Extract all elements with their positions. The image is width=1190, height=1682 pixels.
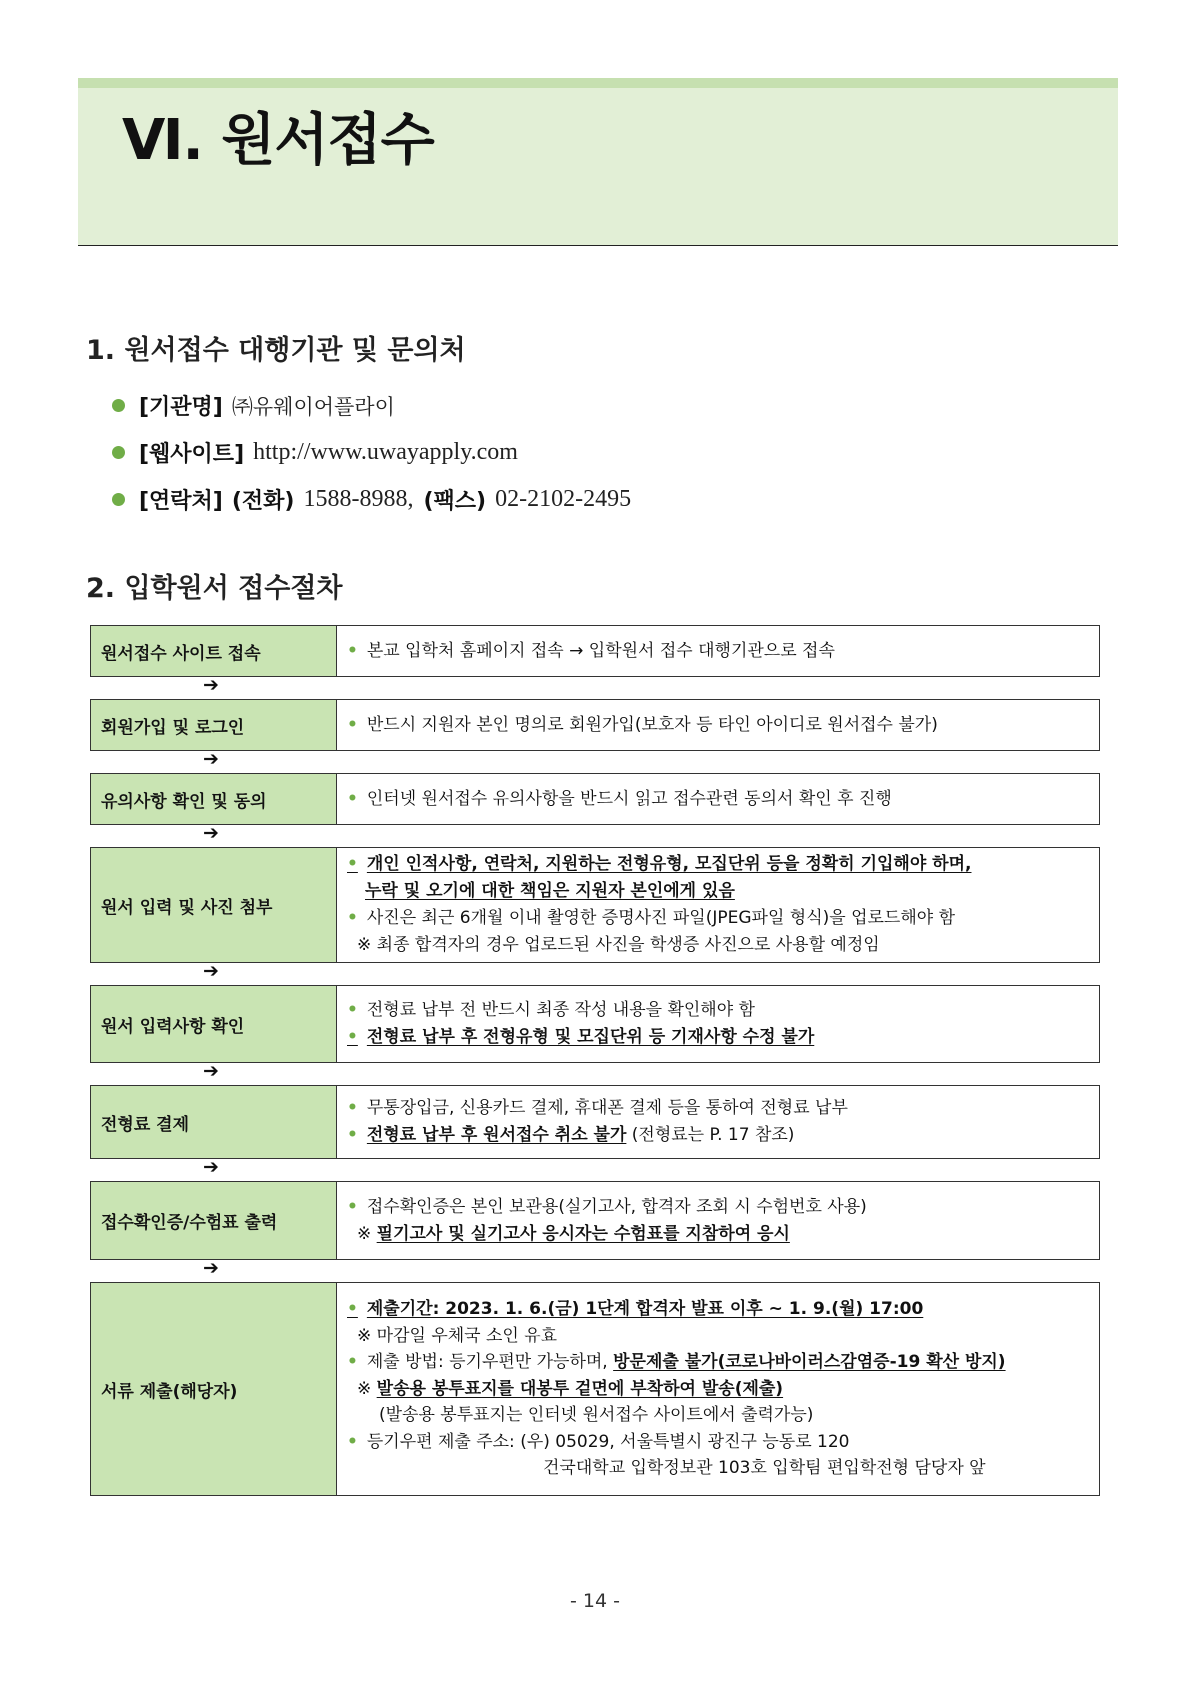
step-line: • 접수확인증은 본인 보관용(실기고사, 합격자 조회 시 수험번호 사용): [347, 1194, 1089, 1221]
chapter-title: Ⅵ. 원서접수: [122, 108, 434, 173]
step-line: • 무통장입금, 신용카드 결제, 휴대폰 결제 등을 통하여 전형료 납부: [347, 1095, 1089, 1122]
step-line: [347, 1349, 1089, 1376]
step-line: (발송용 봉투표지는 인터넷 원서접수 사이트에서 출력가능): [379, 1405, 814, 1426]
contact-label: [기관명]: [139, 395, 223, 420]
phone-label: (전화): [231, 489, 295, 514]
down-arrow-icon: ➔: [203, 960, 219, 982]
note-mark: ※: [357, 1223, 372, 1244]
phone-number: 1588-8988,: [303, 486, 414, 512]
step-note: ※ 마감일 우체국 소인 유효: [357, 1325, 558, 1346]
step-line: • 제출기간: 2023. 1. 6.(금) 1단계 합격자 발표 이후 ~ 1. 9.(월) 17:00: [347, 1296, 1089, 1323]
step-body: [337, 626, 1099, 676]
step-body: [337, 700, 1099, 750]
step-row: [90, 1085, 1100, 1159]
procedure-table: [90, 625, 1100, 1496]
website-link[interactable]: http://www.uwayapply.com: [253, 439, 518, 465]
down-arrow-icon: ➔: [203, 674, 219, 696]
step-line: • 전형료 납부 후 전형유형 및 모집단위 등 기재사항 수정 불가: [347, 1024, 1089, 1051]
fax-label: (팩스): [423, 489, 487, 514]
step-line: 누락 및 오기에 대한 책임은 지원자 본인에게 있음: [365, 881, 735, 901]
bullet-icon: [112, 399, 125, 412]
step-label: 원서접수 사이트 접속: [91, 626, 337, 676]
step-line: • 사진은 최근 6개월 이내 촬영한 증명사진 파일(JPEG파일 형식)을 업로드해야 함: [347, 905, 1089, 932]
down-arrow-icon: ➔: [203, 1156, 219, 1178]
contact-item-website: [112, 429, 631, 476]
step-line: • 등기우편 제출 주소: (우) 05029, 서울특별시 광진구 능동로 120: [347, 1429, 1089, 1456]
step-row: [90, 847, 1100, 963]
note-mark: ※: [357, 1378, 372, 1399]
step-row: [90, 773, 1100, 825]
fax-number: 02-2102-2495: [495, 486, 632, 512]
step-body: [337, 986, 1099, 1062]
step-body: [337, 774, 1099, 824]
emphasis-text: 필기고사 및 실기고사 응시자는 수험표를 지참하여 응시: [376, 1223, 790, 1244]
step-row: [90, 625, 1100, 677]
down-arrow-icon: ➔: [203, 822, 219, 844]
step-label: 전형료 결제: [91, 1086, 337, 1158]
contact-value: ㈜유웨이어플라이: [231, 394, 395, 419]
emphasis-text: 방문제출 불가(코로나바이러스감염증-19 확산 방지): [613, 1352, 1006, 1373]
page-number: - 14 -: [570, 1590, 620, 1612]
bullet-icon: [112, 446, 125, 459]
step-label: 유의사항 확인 및 동의: [91, 774, 337, 824]
step-body: [337, 1283, 1099, 1495]
step-label: 원서 입력 및 사진 첨부: [91, 848, 337, 962]
step-line: • 반드시 지원자 본인 명의로 회원가입(보호자 등 타인 아이디로 원서접수 불가): [347, 712, 1089, 739]
step-line: • 인터넷 원서접수 유의사항을 반드시 읽고 접수관련 동의서 확인 후 진행: [347, 786, 1089, 813]
contact-item-agency: [112, 382, 631, 429]
chapter-banner: [78, 78, 1118, 246]
step-body: [337, 1086, 1099, 1158]
step-line: • 본교 입학처 홈페이지 접속 → 입학원서 접수 대행기관으로 접속: [347, 638, 1089, 665]
step-label: 원서 입력사항 확인: [91, 986, 337, 1062]
step-note: [347, 1221, 1089, 1248]
step-row: [90, 1282, 1100, 1496]
section-heading: 1. 원서접수 대행기관 및 문의처: [86, 335, 466, 366]
step-body: [337, 1182, 1099, 1259]
contact-label: [웹사이트]: [139, 442, 245, 467]
emphasis-text: 발송용 봉투표지를 대봉투 겉면에 부착하여 발송(제출): [376, 1378, 784, 1399]
contact-list: [112, 382, 631, 523]
step-line: • 개인 인적사항, 연락처, 지원하는 전형유형, 모집단위 등을 정확히 기입해야 하며,: [347, 851, 1089, 878]
down-arrow-icon: ➔: [203, 1060, 219, 1082]
down-arrow-icon: ➔: [203, 1257, 219, 1279]
step-note: [347, 1376, 1089, 1403]
method-text: 제출 방법: 등기우편만 가능하며,: [366, 1352, 608, 1373]
step-label: 회원가입 및 로그인: [91, 700, 337, 750]
step-label: 접수확인증/수험표 출력: [91, 1182, 337, 1259]
emphasis-text: 전형료 납부 후 원서접수 취소 불가: [366, 1125, 627, 1145]
step-note: ※ 최종 합격자의 경우 업로드된 사진을 학생증 사진으로 사용할 예정임: [357, 935, 880, 955]
step-row: [90, 985, 1100, 1063]
step-line: • 전형료 납부 전 반드시 최종 작성 내용을 확인해야 함: [347, 997, 1089, 1024]
contact-label: [연락처]: [139, 489, 223, 514]
section-heading: 2. 입학원서 접수절차: [86, 573, 343, 604]
bullet-icon: [112, 493, 125, 506]
step-line: 건국대학교 입학정보관 103호 입학팀 편입학전형 담당자 앞: [543, 1458, 986, 1479]
step-label: 서류 제출(해당자): [91, 1283, 337, 1495]
step-row: [90, 699, 1100, 751]
contact-item-phone: [112, 476, 631, 523]
step-body: [337, 848, 1099, 962]
step-row: [90, 1181, 1100, 1260]
reference-text: (전형료는 P. 17 참조): [631, 1125, 795, 1145]
step-line: [347, 1122, 1089, 1149]
down-arrow-icon: ➔: [203, 748, 219, 770]
